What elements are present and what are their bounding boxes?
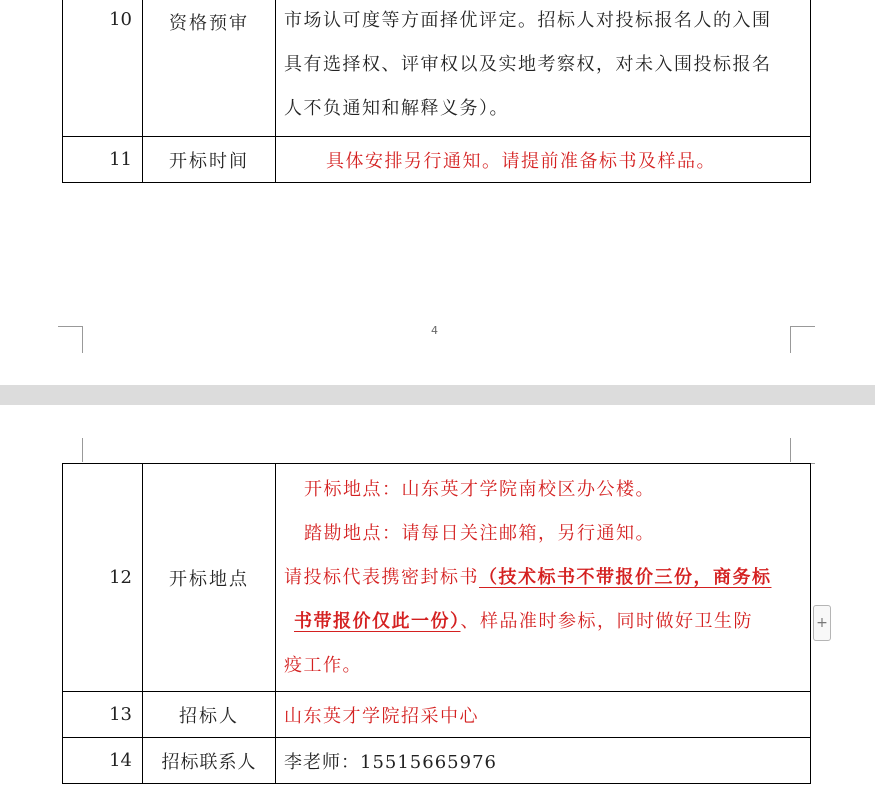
add-row-button[interactable]: + bbox=[813, 605, 831, 641]
text-line: 具有选择权、评审权以及实地考察权，对未入围投标报名 bbox=[284, 54, 772, 75]
emphasis-text: 书带报价仅此一份） bbox=[294, 610, 461, 632]
table-row bbox=[63, 738, 811, 784]
row-number: 13 bbox=[63, 692, 143, 738]
contact-value: 李老师：15515665976 bbox=[276, 738, 811, 784]
tender-table-part-2 bbox=[62, 463, 811, 784]
emphasis-text: （技术标书不带报价三份，商务标 bbox=[479, 566, 772, 588]
text-segment: 、样品准时参标，同时做好卫生防 bbox=[460, 610, 753, 632]
table-row bbox=[63, 464, 811, 692]
row-number: 12 bbox=[63, 464, 143, 692]
row-number: 14 bbox=[63, 738, 143, 784]
text-line: 人不负通知和解释义务）。 bbox=[284, 98, 509, 119]
tenderer-value: 山东英才学院招采中心 bbox=[276, 692, 811, 738]
row-number: 11 bbox=[63, 137, 143, 183]
text-line: 踏勘地点：请每日关注邮箱，另行通知。 bbox=[304, 522, 655, 544]
page-corner-mark bbox=[58, 438, 83, 462]
text-line bbox=[284, 556, 804, 600]
text-line: 市场认可度等方面择优评定。招标人对投标报名人的入围 bbox=[284, 10, 772, 31]
table-row bbox=[63, 0, 811, 137]
page-separator bbox=[0, 385, 875, 405]
opening-time-text: 具体安排另行通知。请提前准备标书及样品。 bbox=[276, 137, 811, 183]
page-corner-mark bbox=[790, 326, 815, 353]
document-page-5 bbox=[0, 405, 875, 787]
qualification-text bbox=[276, 0, 811, 137]
row-label: 开标时间 bbox=[143, 137, 276, 183]
row-label: 招标人 bbox=[143, 692, 276, 738]
table-row bbox=[63, 137, 811, 183]
row-label: 招标联系人 bbox=[143, 738, 276, 784]
table-row bbox=[63, 692, 811, 738]
page-corner-mark bbox=[790, 438, 815, 462]
text-line: 疫工作。 bbox=[284, 654, 362, 676]
text-line: 开标地点：山东英才学院南校区办公楼。 bbox=[304, 478, 655, 500]
page-number: 4 bbox=[431, 324, 438, 337]
opening-location-text bbox=[276, 464, 811, 692]
row-label: 开标地点 bbox=[143, 464, 276, 692]
row-label: 资格预审 bbox=[143, 0, 276, 137]
row-number: 10 bbox=[63, 0, 143, 137]
tender-table-part-1 bbox=[62, 0, 811, 183]
document-page-4 bbox=[0, 0, 875, 385]
page-corner-mark bbox=[58, 326, 83, 353]
text-line bbox=[284, 600, 804, 644]
text-segment: 请投标代表携密封标书 bbox=[284, 566, 479, 588]
